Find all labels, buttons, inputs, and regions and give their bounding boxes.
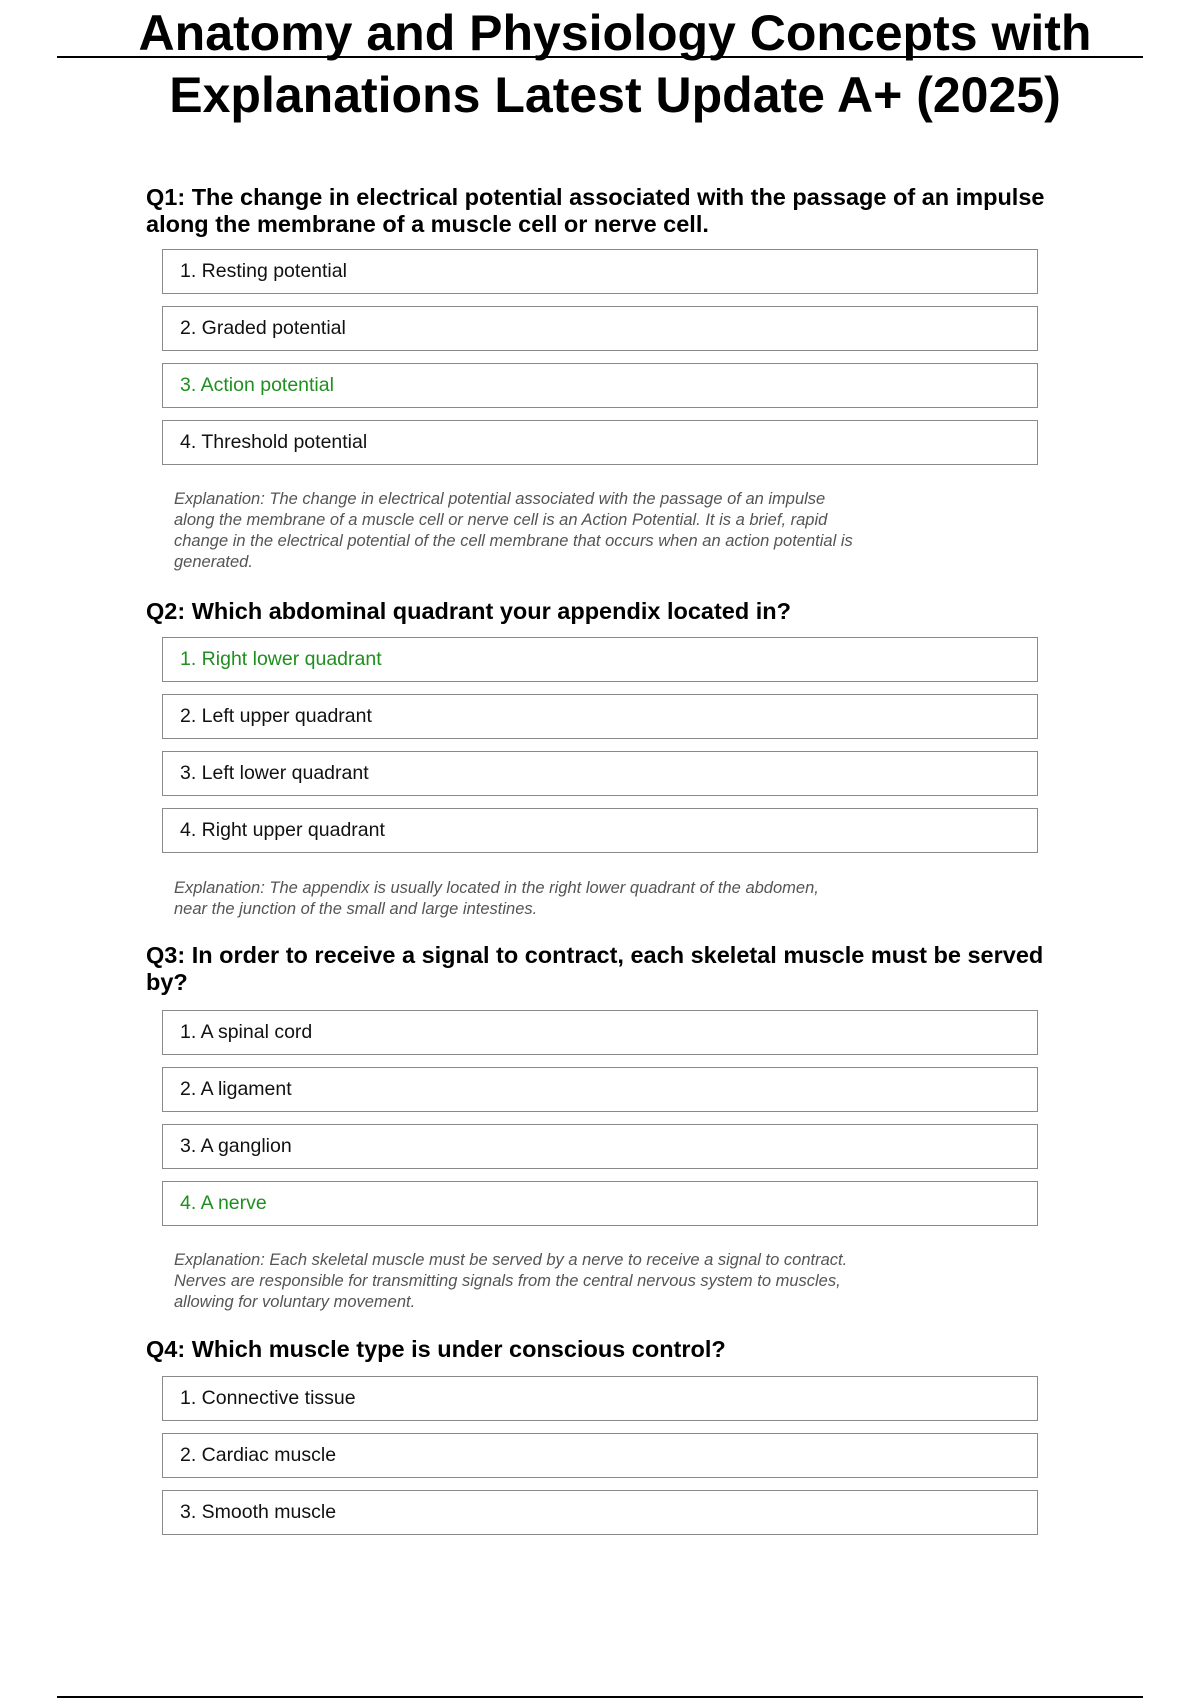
question-2-text: Q2: Which abdominal quadrant your appendix located in? [146, 598, 791, 624]
q2-option-1-correct[interactable]: 1. Right lower quadrant [162, 637, 1038, 682]
question-3-options [162, 1010, 1038, 1238]
q2-option-3[interactable]: 3. Left lower quadrant [162, 751, 1038, 796]
q1-option-3-correct[interactable]: 3. Action potential [162, 363, 1038, 408]
question-3-text: Q3: In order to receive a signal to contract, each skeletal muscle must be served by? [146, 942, 1044, 995]
q1-option-4[interactable]: 4. Threshold potential [162, 420, 1038, 465]
question-1-options [162, 249, 1038, 477]
question-2-explanation: Explanation: The appendix is usually located in the right lower quadrant of the abdomen, near the junction of the small and large intestines. [174, 879, 819, 918]
q2-option-2[interactable]: 2. Left upper quadrant [162, 694, 1038, 739]
q3-option-4-correct[interactable]: 4. A nerve [162, 1181, 1038, 1226]
q4-option-3[interactable]: 3. Smooth muscle [162, 1490, 1038, 1535]
question-4-text: Q4: Which muscle type is under conscious control? [146, 1336, 726, 1362]
footer-rule [57, 1696, 1143, 1698]
question-3-explanation: Explanation: Each skeletal muscle must be served by a nerve to receive a signal to contract. Nerves are responsible for transmitting signals from the central nervous system to muscles, allowing for voluntary movement. [174, 1251, 848, 1311]
q2-option-4[interactable]: 4. Right upper quadrant [162, 808, 1038, 853]
q3-option-1[interactable]: 1. A spinal cord [162, 1010, 1038, 1055]
q3-option-3[interactable]: 3. A ganglion [162, 1124, 1038, 1169]
q1-option-2[interactable]: 2. Graded potential [162, 306, 1038, 351]
q3-option-2[interactable]: 2. A ligament [162, 1067, 1038, 1112]
question-2-options [162, 637, 1038, 865]
q4-option-1[interactable]: 1. Connective tissue [162, 1376, 1038, 1421]
question-4-options [162, 1376, 1038, 1547]
q1-option-1[interactable]: 1. Resting potential [162, 249, 1038, 294]
question-1-text: Q1: The change in electrical potential associated with the passage of an impulse along the membrane of a muscle cell or nerve cell. [146, 184, 1045, 237]
question-1-explanation: Explanation: The change in electrical potential associated with the passage of an impulse along the membrane of a muscle cell or nerve cell is an Action Potential. It is a brief, rapid change in the electrical potential of the cell membrane that occurs when an action potential is generated. [174, 490, 853, 571]
document-title: Anatomy and Physiology Concepts with Explanations Latest Update A+ (2025) [138, 5, 1092, 123]
q4-option-2[interactable]: 2. Cardiac muscle [162, 1433, 1038, 1478]
